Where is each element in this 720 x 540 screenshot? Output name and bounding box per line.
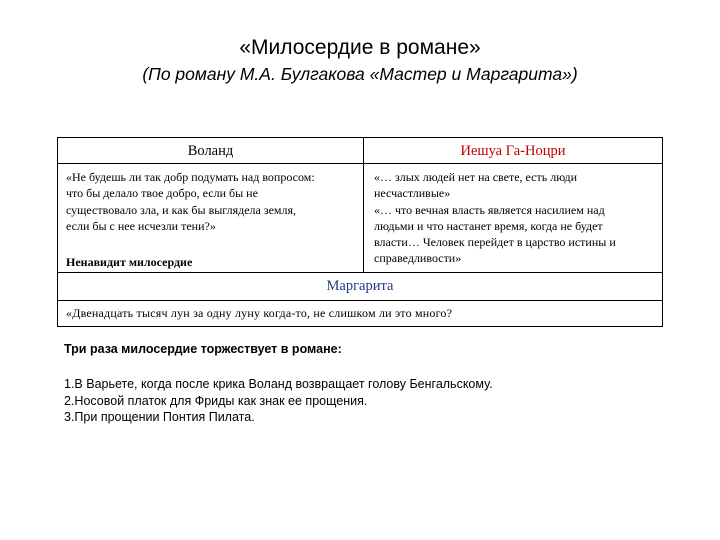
yeshua-quote-line: людьми и что настанет время, когда не будет [374,218,603,233]
summary-title: Три раза милосердие торжествует в романе: [64,342,342,356]
list-item: 3.При прощении Понтия Пилата. [64,410,255,424]
yeshua-quote-line: «… злых людей нет на свете, есть люди [374,170,578,184]
woland-quote-line: существовало зла, и как бы выглядела земля, [66,202,297,217]
yeshua-header: Иешуа Га-Ноцри [460,143,566,159]
woland-verdict: Ненавидит милосердие [66,255,193,269]
page-subtitle: (По роману М.А. Булгакова «Мастер и Маргарита») [142,64,578,84]
table-divider [58,163,662,164]
woland-quote-line: «Не будешь ли так добр подумать над вопросом: [66,170,315,184]
yeshua-quote-line: несчастливые» [374,186,451,201]
woland-quote-line: что бы делало твое добро, если бы не [66,186,258,201]
list-item: 1.В Варьете, когда после крика Воланд возвращает голову Бенгальскому. [64,377,493,391]
yeshua-quote-line: власти… Человек перейдет в царство истины и [374,235,616,250]
woland-header: Воланд [187,143,234,159]
yeshua-quote-line: «… что вечная власть является насилием над [374,202,605,217]
yeshua-quote-line: справедливости» [374,251,462,266]
margarita-header: Маргарита [326,278,394,294]
table-divider [58,300,662,301]
yeshua-quote [374,169,616,267]
summary-list [64,376,493,426]
list-item: 2.Носовой платок для Фриды как знак ее прощения. [64,393,368,408]
woland-quote-line: если бы с нее исчезли тени?» [66,218,216,233]
woland-quote [66,169,315,234]
page-title: «Милосердие в романе» [239,36,481,59]
table-divider [58,272,662,273]
comparison-table [57,137,663,327]
margarita-quote: «Двенадцать тысяч лун за одну луну когда-то, не слишком ли это много? [66,306,453,320]
